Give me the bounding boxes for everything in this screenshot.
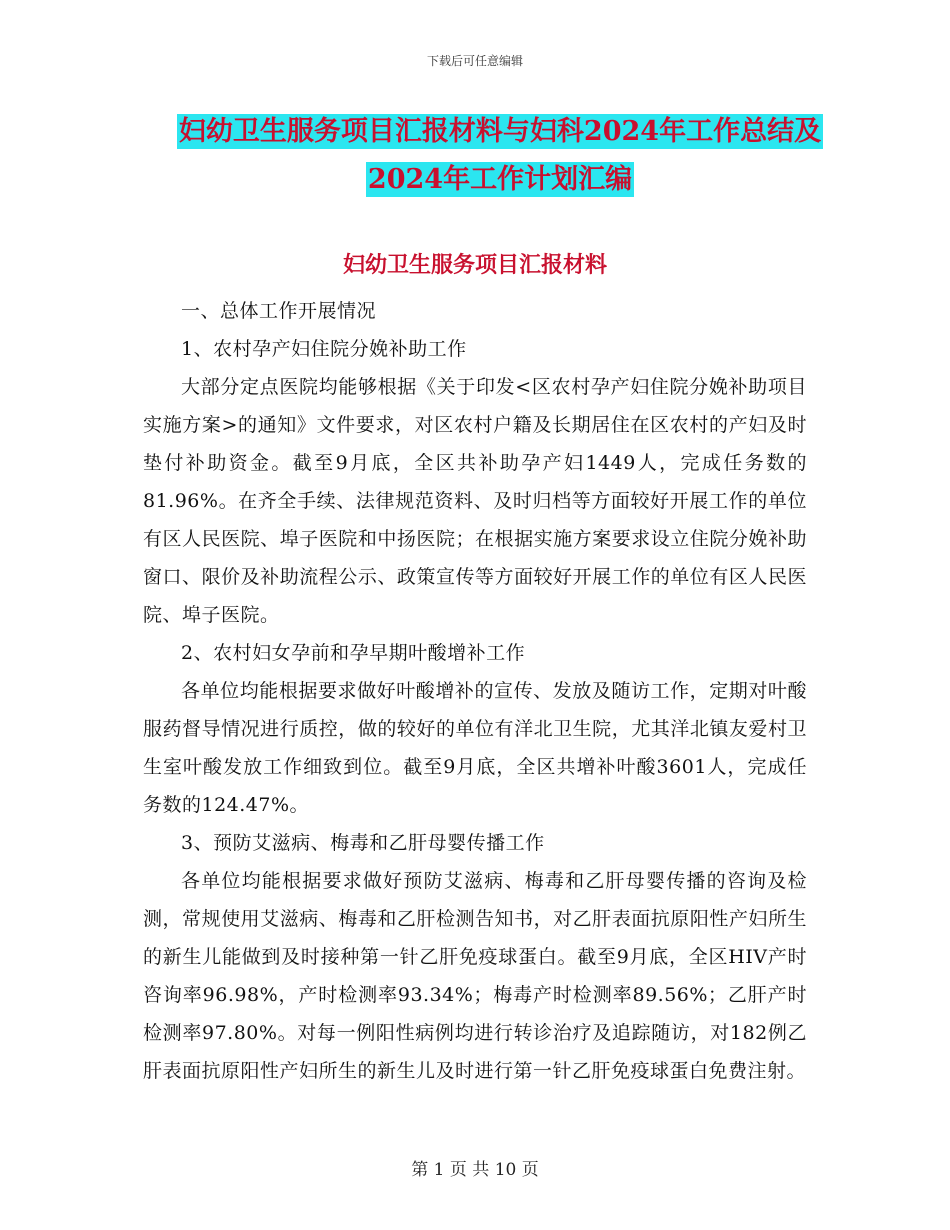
- heading-delivery-subsidy: 1、农村孕产妇住院分娩补助工作: [181, 338, 467, 360]
- heading-overall-work: 一、总体工作开展情况: [181, 300, 377, 322]
- heading-folic-acid: 2、农村妇女孕前和孕早期叶酸增补工作: [181, 642, 526, 664]
- document-body: [143, 292, 807, 1090]
- heading-mother-child-transmission: 3、预防艾滋病、梅毒和乙肝母婴传播工作: [181, 832, 545, 854]
- page-header-note: 下载后可任意编辑: [426, 54, 523, 68]
- paragraph-delivery-subsidy: 大部分定点医院均能够根据《关于印发<区农村孕产妇住院分娩补助项目实施方案>的通知》文件要求，对区农村户籍及长期居住在区农村的产妇及时垫付补助资金。截至9月底，全区共补助孕产妇1449人，完成任务数的81.96%。在齐全手续、法律规范资料、及时归档等方面较好开展工作的单位有区人民医院、埠子医院和中扬医院；在根据实施方案要求设立住院分娩补助窗口、限价及补助流程公示、政策宣传等方面较好开展工作的单位有区人民医院、埠子医院。: [143, 376, 807, 626]
- document-title: [140, 108, 860, 204]
- document-title-line-2: 2024年工作计划汇编: [367, 164, 633, 195]
- document-title-line-1: 妇幼卫生服务项目汇报材料与妇科2024年工作总结及: [178, 116, 822, 147]
- section-title: 妇幼卫生服务项目汇报材料: [342, 252, 607, 278]
- paragraph-mother-child-transmission: 各单位均能根据要求做好预防艾滋病、梅毒和乙肝母婴传播的咨询及检测，常规使用艾滋病、梅毒和乙肝检测告知书，对乙肝表面抗原阳性产妇所生的新生儿能做到及时接种第一针乙肝免疫球蛋白。截至9月底，全区HIV产时咨询率96.98%，产时检测率93.34%；梅毒产时检测率89.56%；乙肝产时检测率97.80%。对每一例阳性病例均进行转诊治疗及追踪随访，对182例乙肝表面抗原阳性产妇所生的新生儿及时进行第一针乙肝免疫球蛋白免费注射。: [143, 870, 807, 1082]
- page-footer: 第 1 页 共 10 页: [411, 1160, 539, 1180]
- paragraph-folic-acid: 各单位均能根据要求做好叶酸增补的宣传、发放及随访工作，定期对叶酸服药督导情况进行质控，做的较好的单位有洋北卫生院，尤其洋北镇友爱村卫生室叶酸发放工作细致到位。截至9月底，全区共增补叶酸3601人，完成任务数的124.47%。: [143, 680, 807, 816]
